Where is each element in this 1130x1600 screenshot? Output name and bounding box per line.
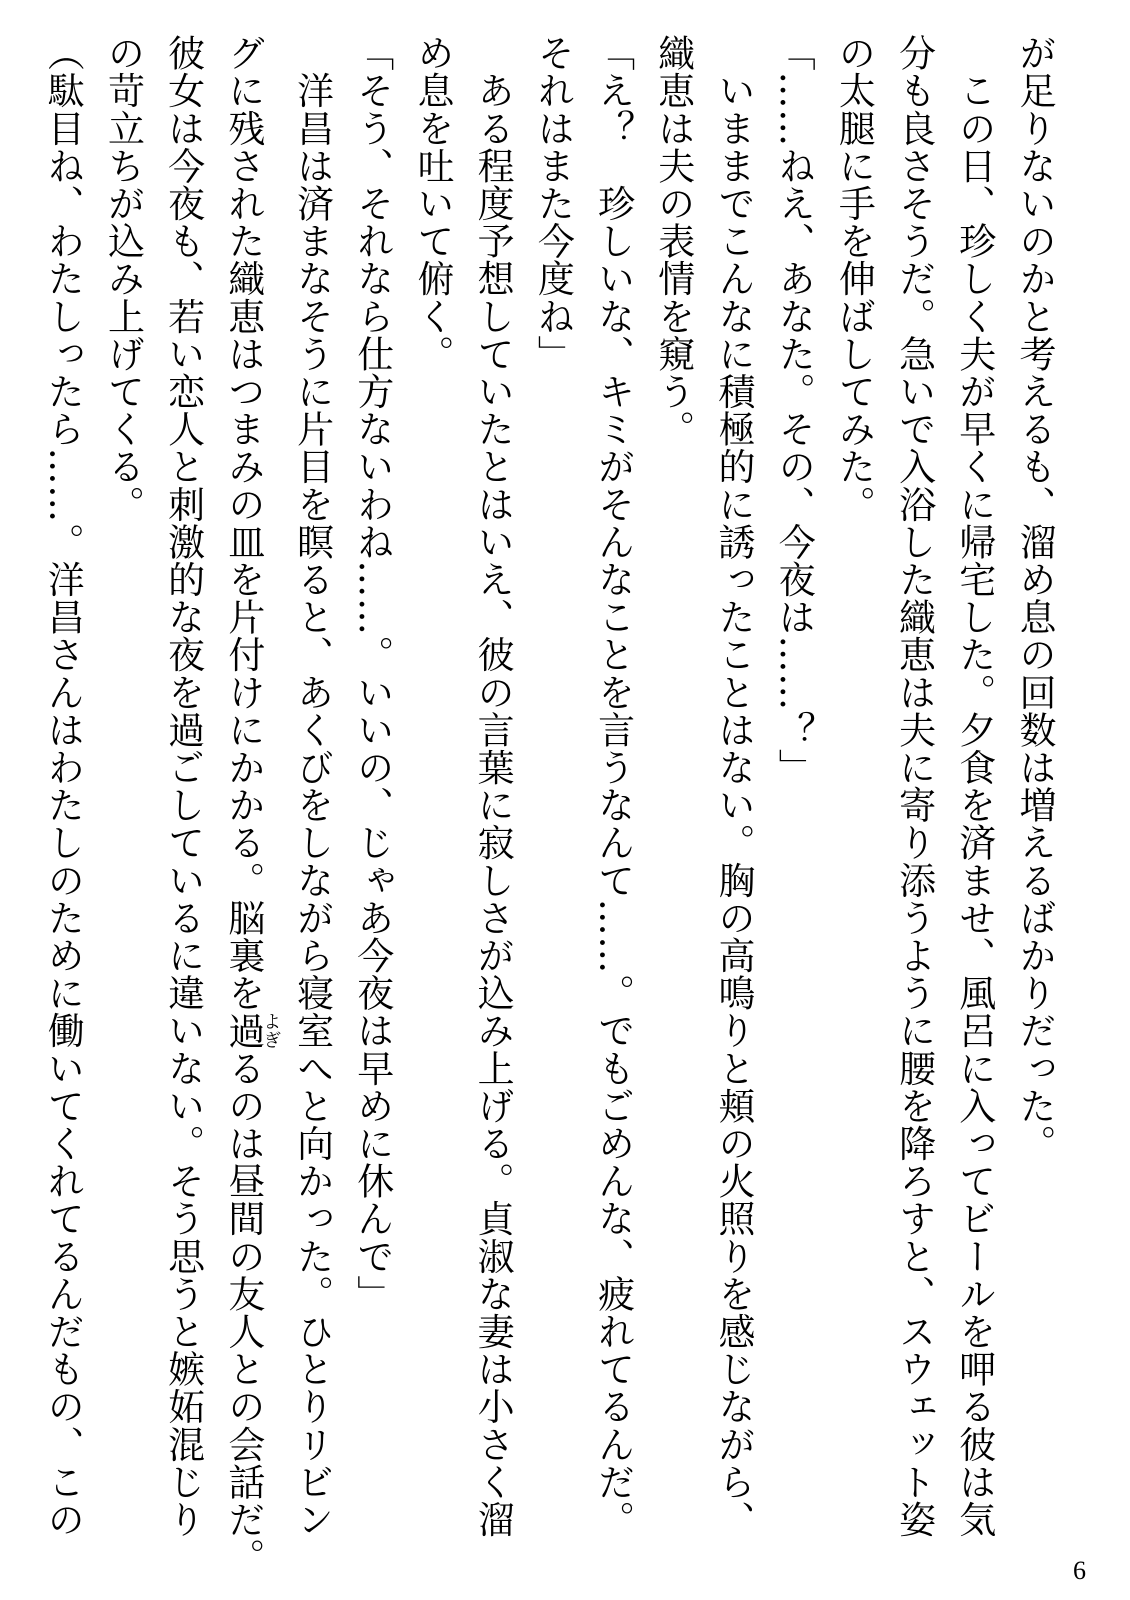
- text-line-11: め息を吐いて俯く。: [410, 34, 454, 373]
- ruby-yogi: 過よぎ: [221, 1011, 282, 1050]
- text-line-5: 「……ねえ、あなた。その、今夜は……？」: [772, 34, 816, 786]
- line-14-before: グに残された織恵はつまみの皿を片付けにかかる。脳裏を: [221, 34, 265, 1012]
- vertical-text-block: [41, 34, 1064, 1576]
- text-line-14: [213, 34, 282, 1576]
- text-line-9: それはまた今度ね」: [531, 34, 575, 373]
- line-14-after: るのは昼間の友人との会話だ。: [221, 1049, 265, 1576]
- text-line-3: 分も良さそうだ。急いで入浴した織恵は夫に寄り添うように腰を降ろすと、スウェット姿: [892, 34, 936, 1538]
- text-line-6: いままでこんなに積極的に誘ったことはない。胸の高鳴りと頬の火照りを感じながら、: [711, 34, 755, 1538]
- text-line-12: 「そう、それなら仕方ないわね……。いいの、じゃあ今夜は早めに休んで」: [350, 34, 394, 1313]
- line-13-part-1: 洋昌は済まなそうに片目を瞑ると、あくびをしながら寝室へと向かった。ひとりリビン: [290, 34, 334, 1538]
- ruby-annotation: よぎ: [260, 1011, 282, 1050]
- text-line-8: 「え？ 珍しいな、キミがそんなことを言うなんて……。でもごめんな、疲れてるんだ。: [591, 34, 635, 1538]
- page-number: 6: [1073, 1556, 1086, 1585]
- text-line-1: が足りないのかと考えるも、溜め息の回数は増えるばかりだった。: [1013, 34, 1056, 1162]
- text-line-7: 織恵は夫の表情を窺う。: [651, 34, 695, 448]
- text-line-4: の太腿に手を伸ばしてみた。: [832, 34, 876, 523]
- text-line-16: の苛立ちが込み上げてくる。: [101, 34, 145, 523]
- text-line-15: 彼女は今夜も、若い恋人と刺激的な夜を過ごしているに違いない。そう思うと嫉妬混じり: [161, 34, 205, 1538]
- text-line-17: （駄目ね、わたしったら……。洋昌さんはわたしのために働いてくれてるんだもの、この: [41, 34, 85, 1538]
- text-line-13: [281, 34, 341, 1538]
- text-line-10: ある程度予想していたとはいえ、彼の言葉に寂しさが込み上げる。貞淑な妻は小さく溜: [471, 34, 515, 1538]
- text-line-2: この日、珍しく夫が早くに帰宅した。夕食を済ませ、風呂に入ってビールを呷る彼は気: [952, 34, 996, 1538]
